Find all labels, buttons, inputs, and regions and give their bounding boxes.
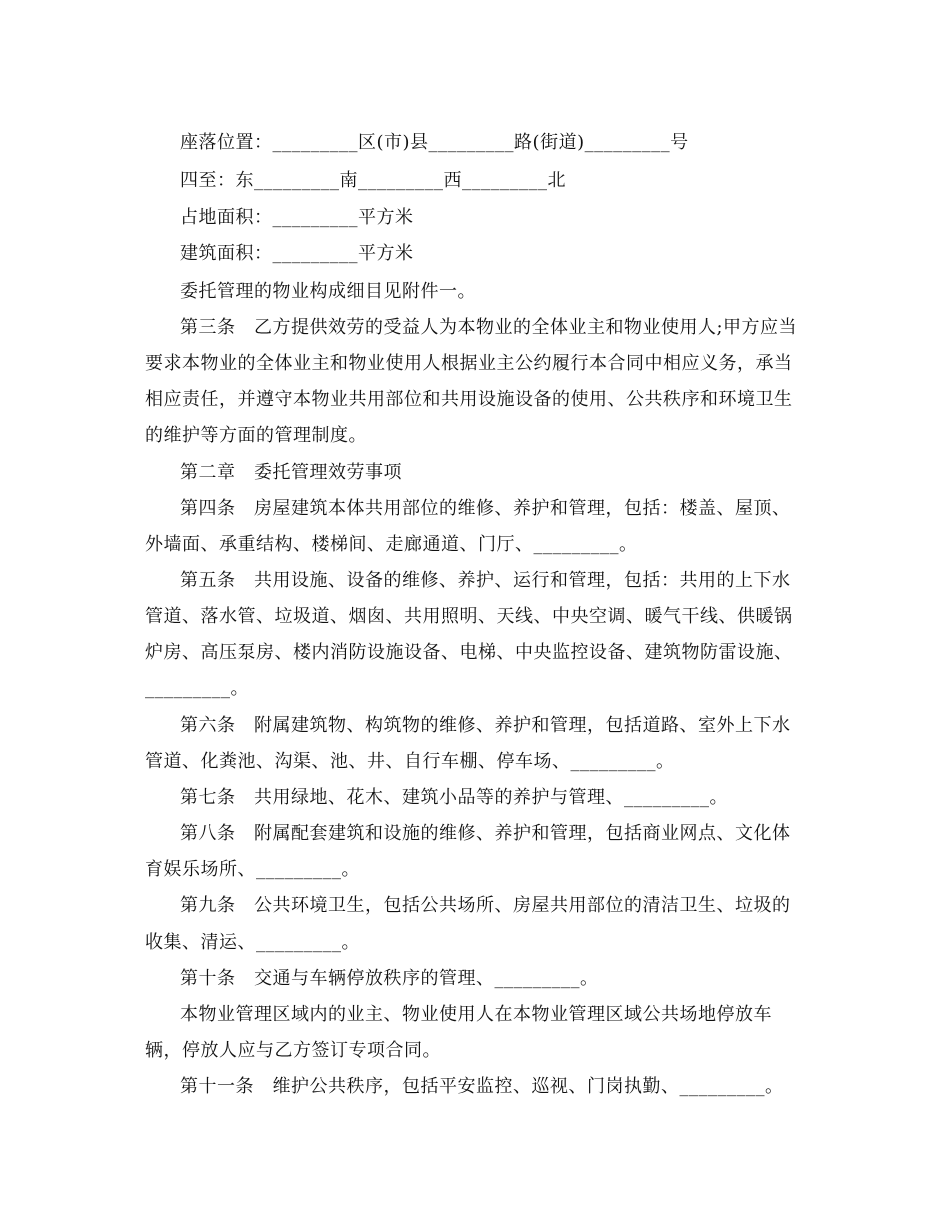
article-3-line-2: 要求本物业的全体业主和物业使用人根据业主公约履行本合同中相应义务，承当 xyxy=(145,353,793,374)
article-5-line-4: _________。 xyxy=(145,678,249,699)
article-11: 第十一条 维护公共秩序，包括平安监控、巡视、门岗执勤、_________。 xyxy=(180,1076,784,1097)
article-5-line-3: 炉房、高压泵房、楼内消防设施设备、电梯、中央监控设备、建筑物防雷设施、 xyxy=(145,642,793,663)
article-3-line-4: 的维护等方面的管理制度。 xyxy=(145,425,367,446)
article-8-line-2: 育娱乐场所、_________。 xyxy=(145,859,360,880)
location-line: 座落位置：_________区(市)县_________路(街道)_________号 xyxy=(180,132,689,153)
article-10: 第十条 交通与车辆停放秩序的管理、_________。 xyxy=(180,968,599,989)
article-6-line-1: 第六条 附属建筑物、构筑物的维修、养护和管理，包括道路、室外上下水 xyxy=(180,715,791,736)
article-3-line-3: 相应责任，并遵守本物业共用部位和共用设施设备的使用、公共秩序和环境卫生 xyxy=(145,389,793,410)
article-7: 第七条 共用绿地、花木、建筑小品等的养护与管理、_________。 xyxy=(180,787,728,808)
land-area-line: 占地面积：_________平方米 xyxy=(180,207,414,228)
appendix-note: 委托管理的物业构成细目见附件一。 xyxy=(180,281,476,302)
article-4-line-2: 外墙面、承重结构、楼梯间、走廊通道、门厅、_________。 xyxy=(145,534,638,555)
building-area-line: 建筑面积：_________平方米 xyxy=(180,243,414,264)
article-8-line-1: 第八条 附属配套建筑和设施的维修、养护和管理，包括商业网点、文化体 xyxy=(180,823,791,844)
boundaries-line: 四至：东_________南_________西_________北 xyxy=(180,170,566,191)
article-4-line-1: 第四条 房屋建筑本体共用部位的维修、养护和管理，包括：楼盖、屋顶、 xyxy=(180,498,791,519)
article-5-line-1: 第五条 共用设施、设备的维修、养护、运行和管理，包括：共用的上下水 xyxy=(180,570,791,591)
article-3-line-1: 第三条 乙方提供效劳的受益人为本物业的全体业主和物业使用人;甲方应当 xyxy=(180,317,798,338)
chapter-2-heading: 第二章 委托管理效劳事项 xyxy=(180,462,402,483)
parking-note-line-1: 本物业管理区域内的业主、物业使用人在本物业管理区域公共场地停放车 xyxy=(180,1004,772,1025)
parking-note-line-2: 辆，停放人应与乙方签订专项合同。 xyxy=(145,1040,441,1061)
article-9-line-2: 收集、清运、_________。 xyxy=(145,932,360,953)
article-9-line-1: 第九条 公共环境卫生，包括公共场所、房屋共用部位的清洁卫生、垃圾的 xyxy=(180,895,791,916)
article-5-line-2: 管道、落水管、垃圾道、烟囱、共用照明、天线、中央空调、暖气干线、供暖锅 xyxy=(145,606,793,627)
article-6-line-2: 管道、化粪池、沟渠、池、井、自行车棚、停车场、_________。 xyxy=(145,751,675,772)
